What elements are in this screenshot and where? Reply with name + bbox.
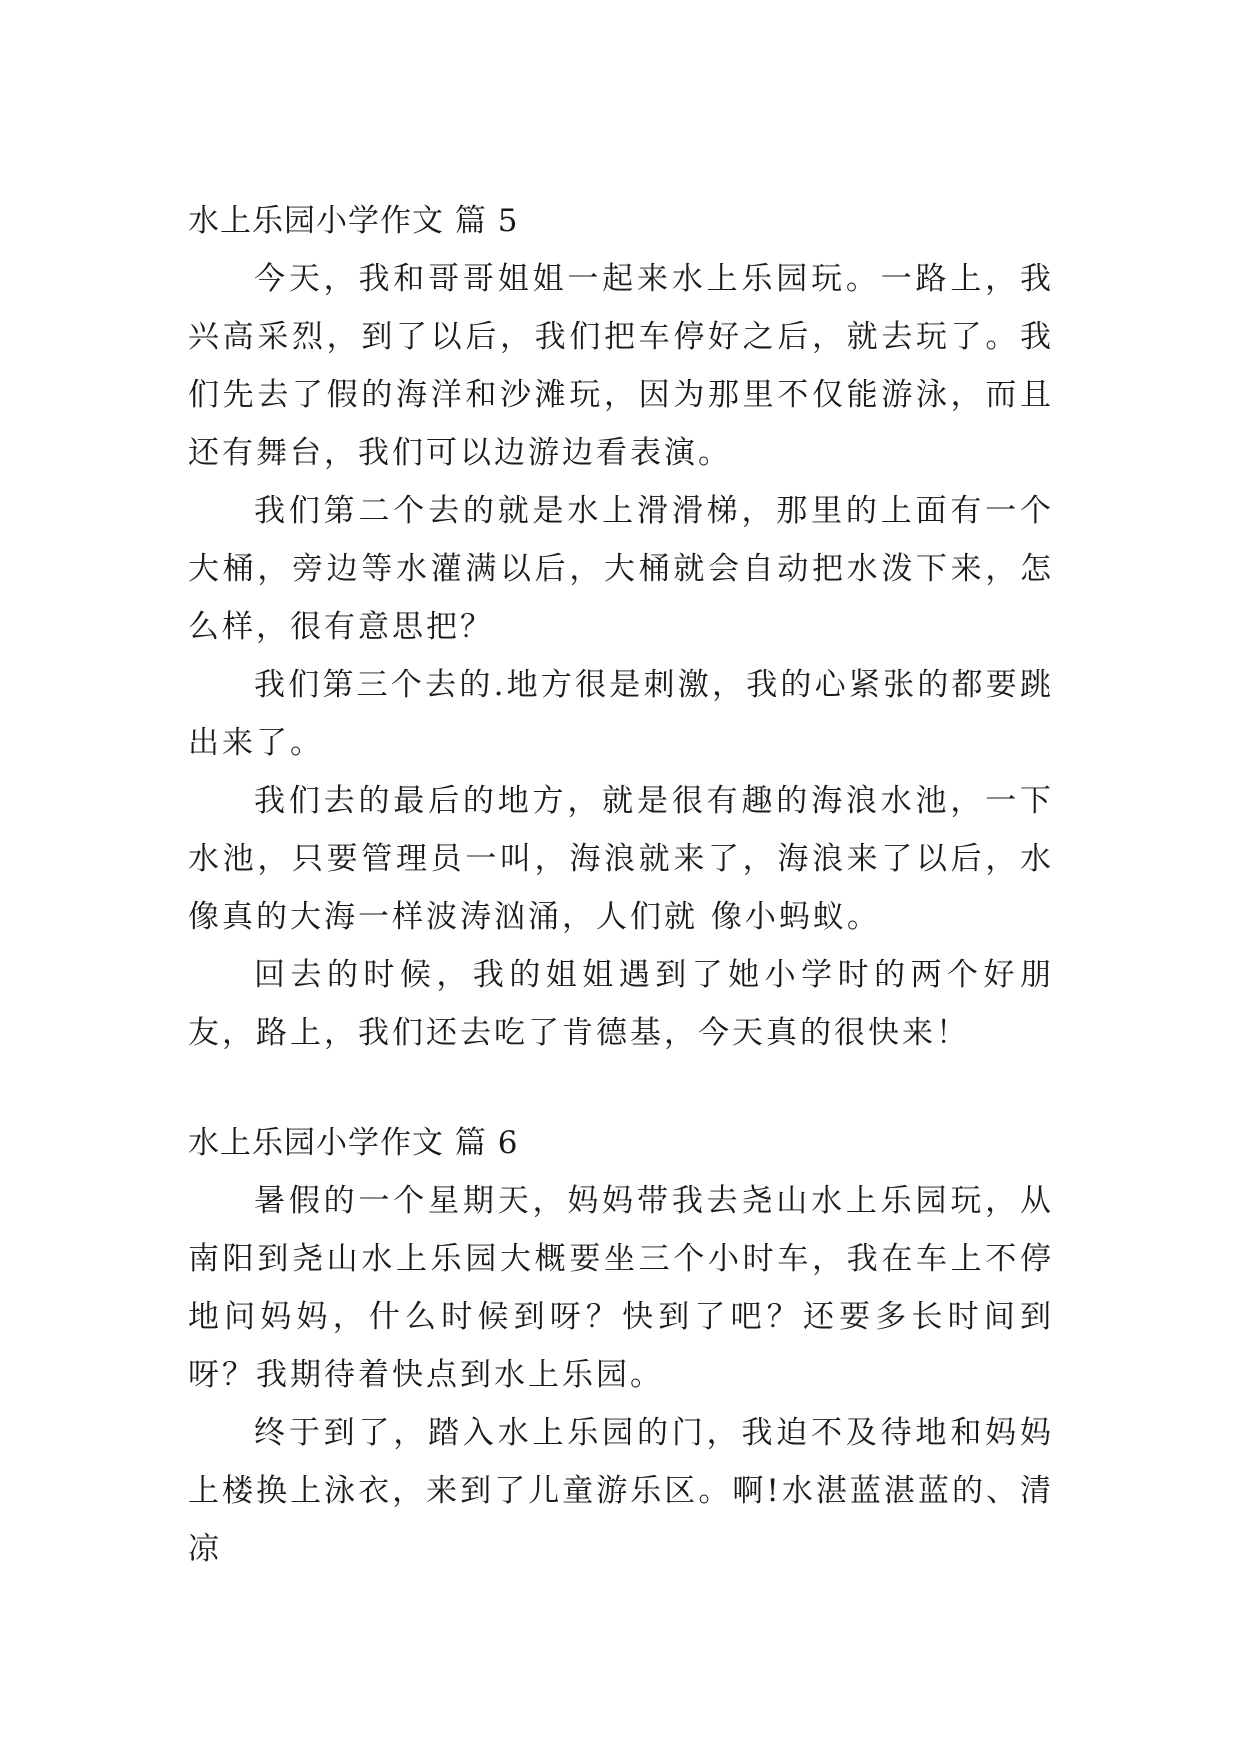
document-page [188,192,1054,1578]
paragraph: 我们第三个去的.地方很是刺激，我的心紧张的都要跳出来了。 [188,667,1054,761]
paragraph: 今天，我和哥哥姐姐一起来水上乐园玩。一路上，我兴高采烈，到了以后，我们把车停好之后，就去玩了。我们先去了假的海洋和沙滩玩，因为那里不仅能游泳，而且还有舞台，我们可以边游边看表演。 [188,261,1054,471]
section-title: 水上乐园小学作文 篇 6 [188,1125,519,1161]
paragraph: 回去的时候，我的姐姐遇到了她小学时的两个好朋友，路上，我们还去吃了肯德基，今天真的很快来！ [188,957,1054,1051]
paragraph: 终于到了，踏入水上乐园的门，我迫不及待地和妈妈上楼换上泳衣，来到了儿童游乐区。啊!水湛蓝湛蓝的、清凉 [188,1415,1054,1567]
paragraph: 我们去的最后的地方，就是很有趣的海浪水池，一下水池，只要管理员一叫，海浪就来了，海浪来了以后，水像真的大海一样波涛汹涌，人们就 像小蚂蚁。 [188,783,1054,935]
essay-section-5 [188,192,1054,1062]
section-title: 水上乐园小学作文 篇 5 [188,203,519,239]
paragraph: 暑假的一个星期天，妈妈带我去尧山水上乐园玩，从南阳到尧山水上乐园大概要坐三个小时车，我在车上不停地问妈妈，什么时候到呀？快到了吧？还要多长时间到呀？我期待着快点到水上乐园。 [188,1183,1054,1393]
paragraph: 我们第二个去的就是水上滑滑梯，那里的上面有一个大桶，旁边等水灌满以后，大桶就会自动把水泼下来，怎么样，很有意思把？ [188,493,1054,645]
essay-section-6 [188,1114,1054,1578]
